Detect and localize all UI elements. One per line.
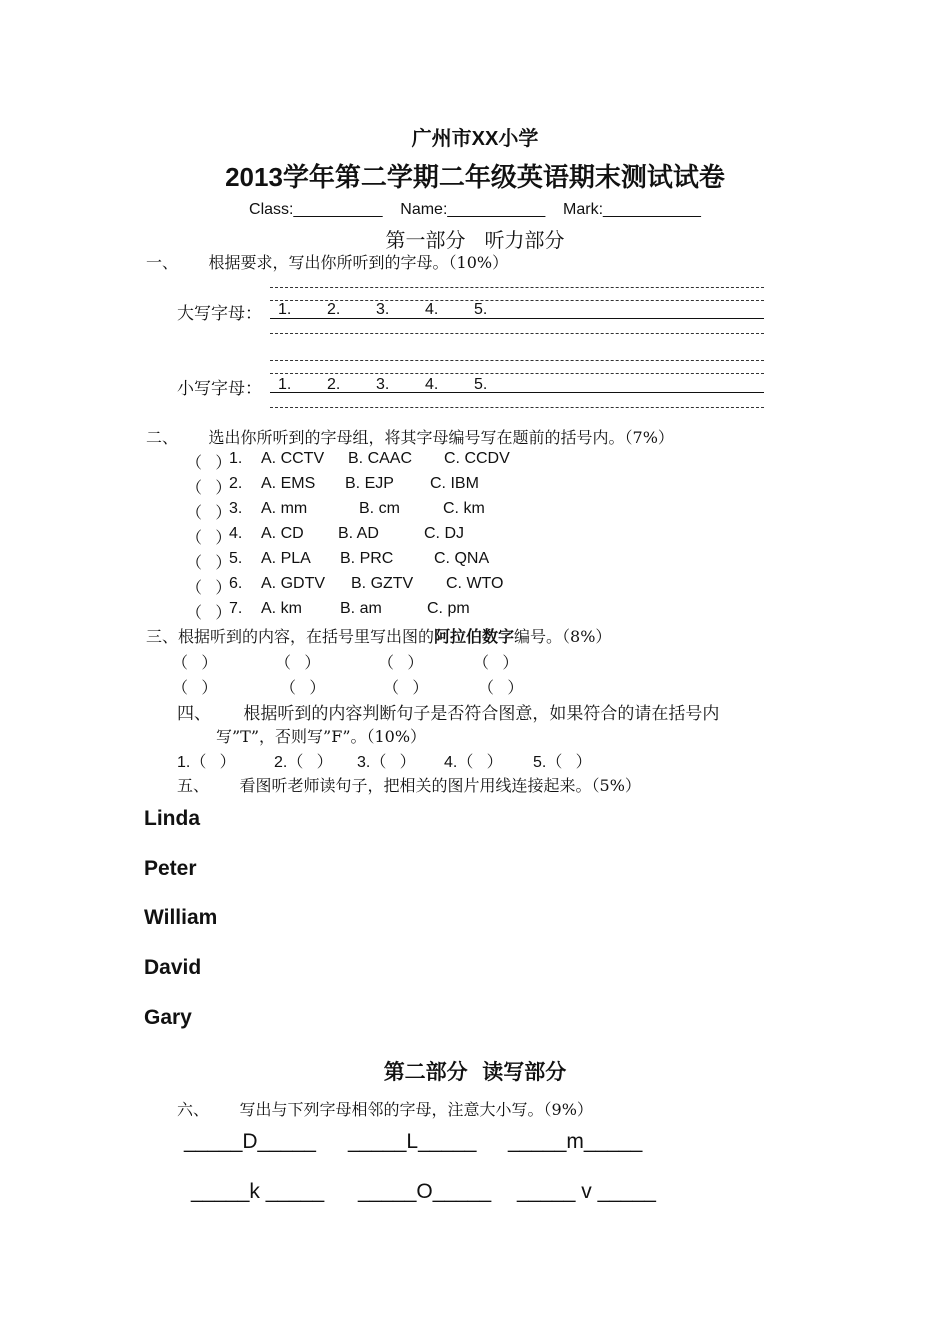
upper-num-2: 2. <box>327 301 341 318</box>
question-number: 2. <box>229 475 243 492</box>
q3-title-bold: 阿拉伯数字 <box>434 627 515 646</box>
question-number: 7. <box>229 600 243 617</box>
upper-num-3: 3. <box>376 301 390 318</box>
q3-title <box>146 624 611 647</box>
option-a: A. mm <box>261 500 308 517</box>
option-c: C. CCDV <box>444 450 510 467</box>
option-b: B. CAAC <box>348 450 413 467</box>
q4-answer: 5.（ ） <box>533 754 592 771</box>
q4-answer: 2.（ ） <box>274 754 333 771</box>
answer-blank: （ ） <box>186 605 232 622</box>
q3-blank: （ ） <box>378 655 424 672</box>
q3-blank: （ ） <box>172 680 218 697</box>
option-a: A. km <box>261 600 302 617</box>
part2-heading: 第二部分 读写部分 <box>383 1059 567 1084</box>
school-name: 广州市XX小学 <box>411 128 539 150</box>
option-a: A. PLA <box>261 550 311 567</box>
option-a: A. EMS <box>261 475 316 492</box>
option-c: C. QNA <box>434 550 490 567</box>
writing-line-dashed <box>270 300 764 301</box>
question-number: 3. <box>229 500 243 517</box>
question-number: 4. <box>229 525 243 542</box>
lower-num-4: 4. <box>425 376 439 393</box>
q1-title: 一、 根据要求，写出你所听到的字母。（10%） <box>146 253 509 272</box>
name-peter: Peter <box>144 857 197 880</box>
part1-heading: 第一部分 听力部分 <box>385 228 565 252</box>
writing-line-baseline <box>270 392 764 393</box>
student-info-line: Class:__________ Name:___________ Mark:___________ <box>249 201 701 218</box>
question-number: 1. <box>229 450 243 467</box>
name-gary: Gary <box>144 1006 192 1029</box>
q5-title: 五、 看图听老师读句子，把相关的图片用线连接起来。（5%） <box>177 776 641 795</box>
q3-blank: （ ） <box>383 680 429 697</box>
lowercase-label: 小写字母： <box>177 379 262 399</box>
name-linda: Linda <box>144 807 200 830</box>
option-c: C. WTO <box>446 575 504 592</box>
answer-blank: （ ） <box>186 580 232 597</box>
q3-blank: （ ） <box>478 680 524 697</box>
upper-num-4: 4. <box>425 301 439 318</box>
adjacent-letter-item: _____D_____ <box>184 1130 316 1153</box>
q3-title-post: 编号。（8%） <box>514 627 612 646</box>
writing-line-dashed <box>270 373 764 374</box>
option-c: C. km <box>443 500 485 517</box>
option-b: B. EJP <box>345 475 394 492</box>
q4-answer: 1.（ ） <box>177 754 236 771</box>
adjacent-letter-item: _____O_____ <box>358 1180 492 1203</box>
lower-num-2: 2. <box>327 376 341 393</box>
question-number: 5. <box>229 550 243 567</box>
writing-line-baseline <box>270 318 764 319</box>
answer-blank: （ ） <box>186 455 232 472</box>
adjacent-letter-item: _____L_____ <box>348 1130 477 1153</box>
q3-title-pre: 三、根据听到的内容，在括号里写出图的 <box>146 627 435 646</box>
q4-title-line2: 写”T”，否则写”F”。（10%） <box>216 727 427 746</box>
option-c: C. IBM <box>430 475 479 492</box>
name-david: David <box>144 956 202 979</box>
q6-title: 六、 写出与下列字母相邻的字母，注意大小写。（9%） <box>177 1100 593 1119</box>
q4-answer: 4.（ ） <box>444 754 503 771</box>
option-b: B. AD <box>338 525 379 542</box>
q4-title-line1: 四、 根据听到的内容判断句子是否符合图意，如果符合的请在括号内 <box>177 704 720 724</box>
name-william: William <box>144 906 218 929</box>
writing-line-dashed <box>270 287 764 288</box>
writing-line-dashed <box>270 407 764 408</box>
adjacent-letter-item: _____k _____ <box>191 1180 325 1203</box>
q3-blank: （ ） <box>172 655 218 672</box>
writing-line-dashed <box>270 360 764 361</box>
option-a: A. GDTV <box>261 575 326 592</box>
q4-answer: 3.（ ） <box>357 754 416 771</box>
option-a: A. CCTV <box>261 450 325 467</box>
q3-blank: （ ） <box>275 655 321 672</box>
answer-blank: （ ） <box>186 480 232 497</box>
q3-blank: （ ） <box>280 680 326 697</box>
option-c: C. DJ <box>424 525 464 542</box>
exam-title: 2013学年第二学期二年级英语期末测试试卷 <box>225 162 725 192</box>
upper-num-1: 1. <box>278 301 292 318</box>
lower-num-3: 3. <box>376 376 390 393</box>
option-b: B. PRC <box>340 550 394 567</box>
writing-line-dashed <box>270 333 764 334</box>
option-a: A. CD <box>261 525 304 542</box>
answer-blank: （ ） <box>186 530 232 547</box>
uppercase-label: 大写字母： <box>177 304 262 324</box>
lower-num-1: 1. <box>278 376 292 393</box>
question-number: 6. <box>229 575 243 592</box>
option-b: B. am <box>340 600 382 617</box>
q2-title: 二、 选出你所听到的字母组，将其字母编号写在题前的括号内。（7%） <box>146 428 674 447</box>
answer-blank: （ ） <box>186 505 232 522</box>
adjacent-letter-item: _____m_____ <box>508 1130 643 1153</box>
option-b: B. GZTV <box>351 575 414 592</box>
lower-num-5: 5. <box>474 376 488 393</box>
option-b: B. cm <box>359 500 400 517</box>
answer-blank: （ ） <box>186 555 232 572</box>
adjacent-letter-item: _____ v _____ <box>517 1180 656 1203</box>
q3-blank: （ ） <box>473 655 519 672</box>
option-c: C. pm <box>427 600 470 617</box>
upper-num-5: 5. <box>474 301 488 318</box>
